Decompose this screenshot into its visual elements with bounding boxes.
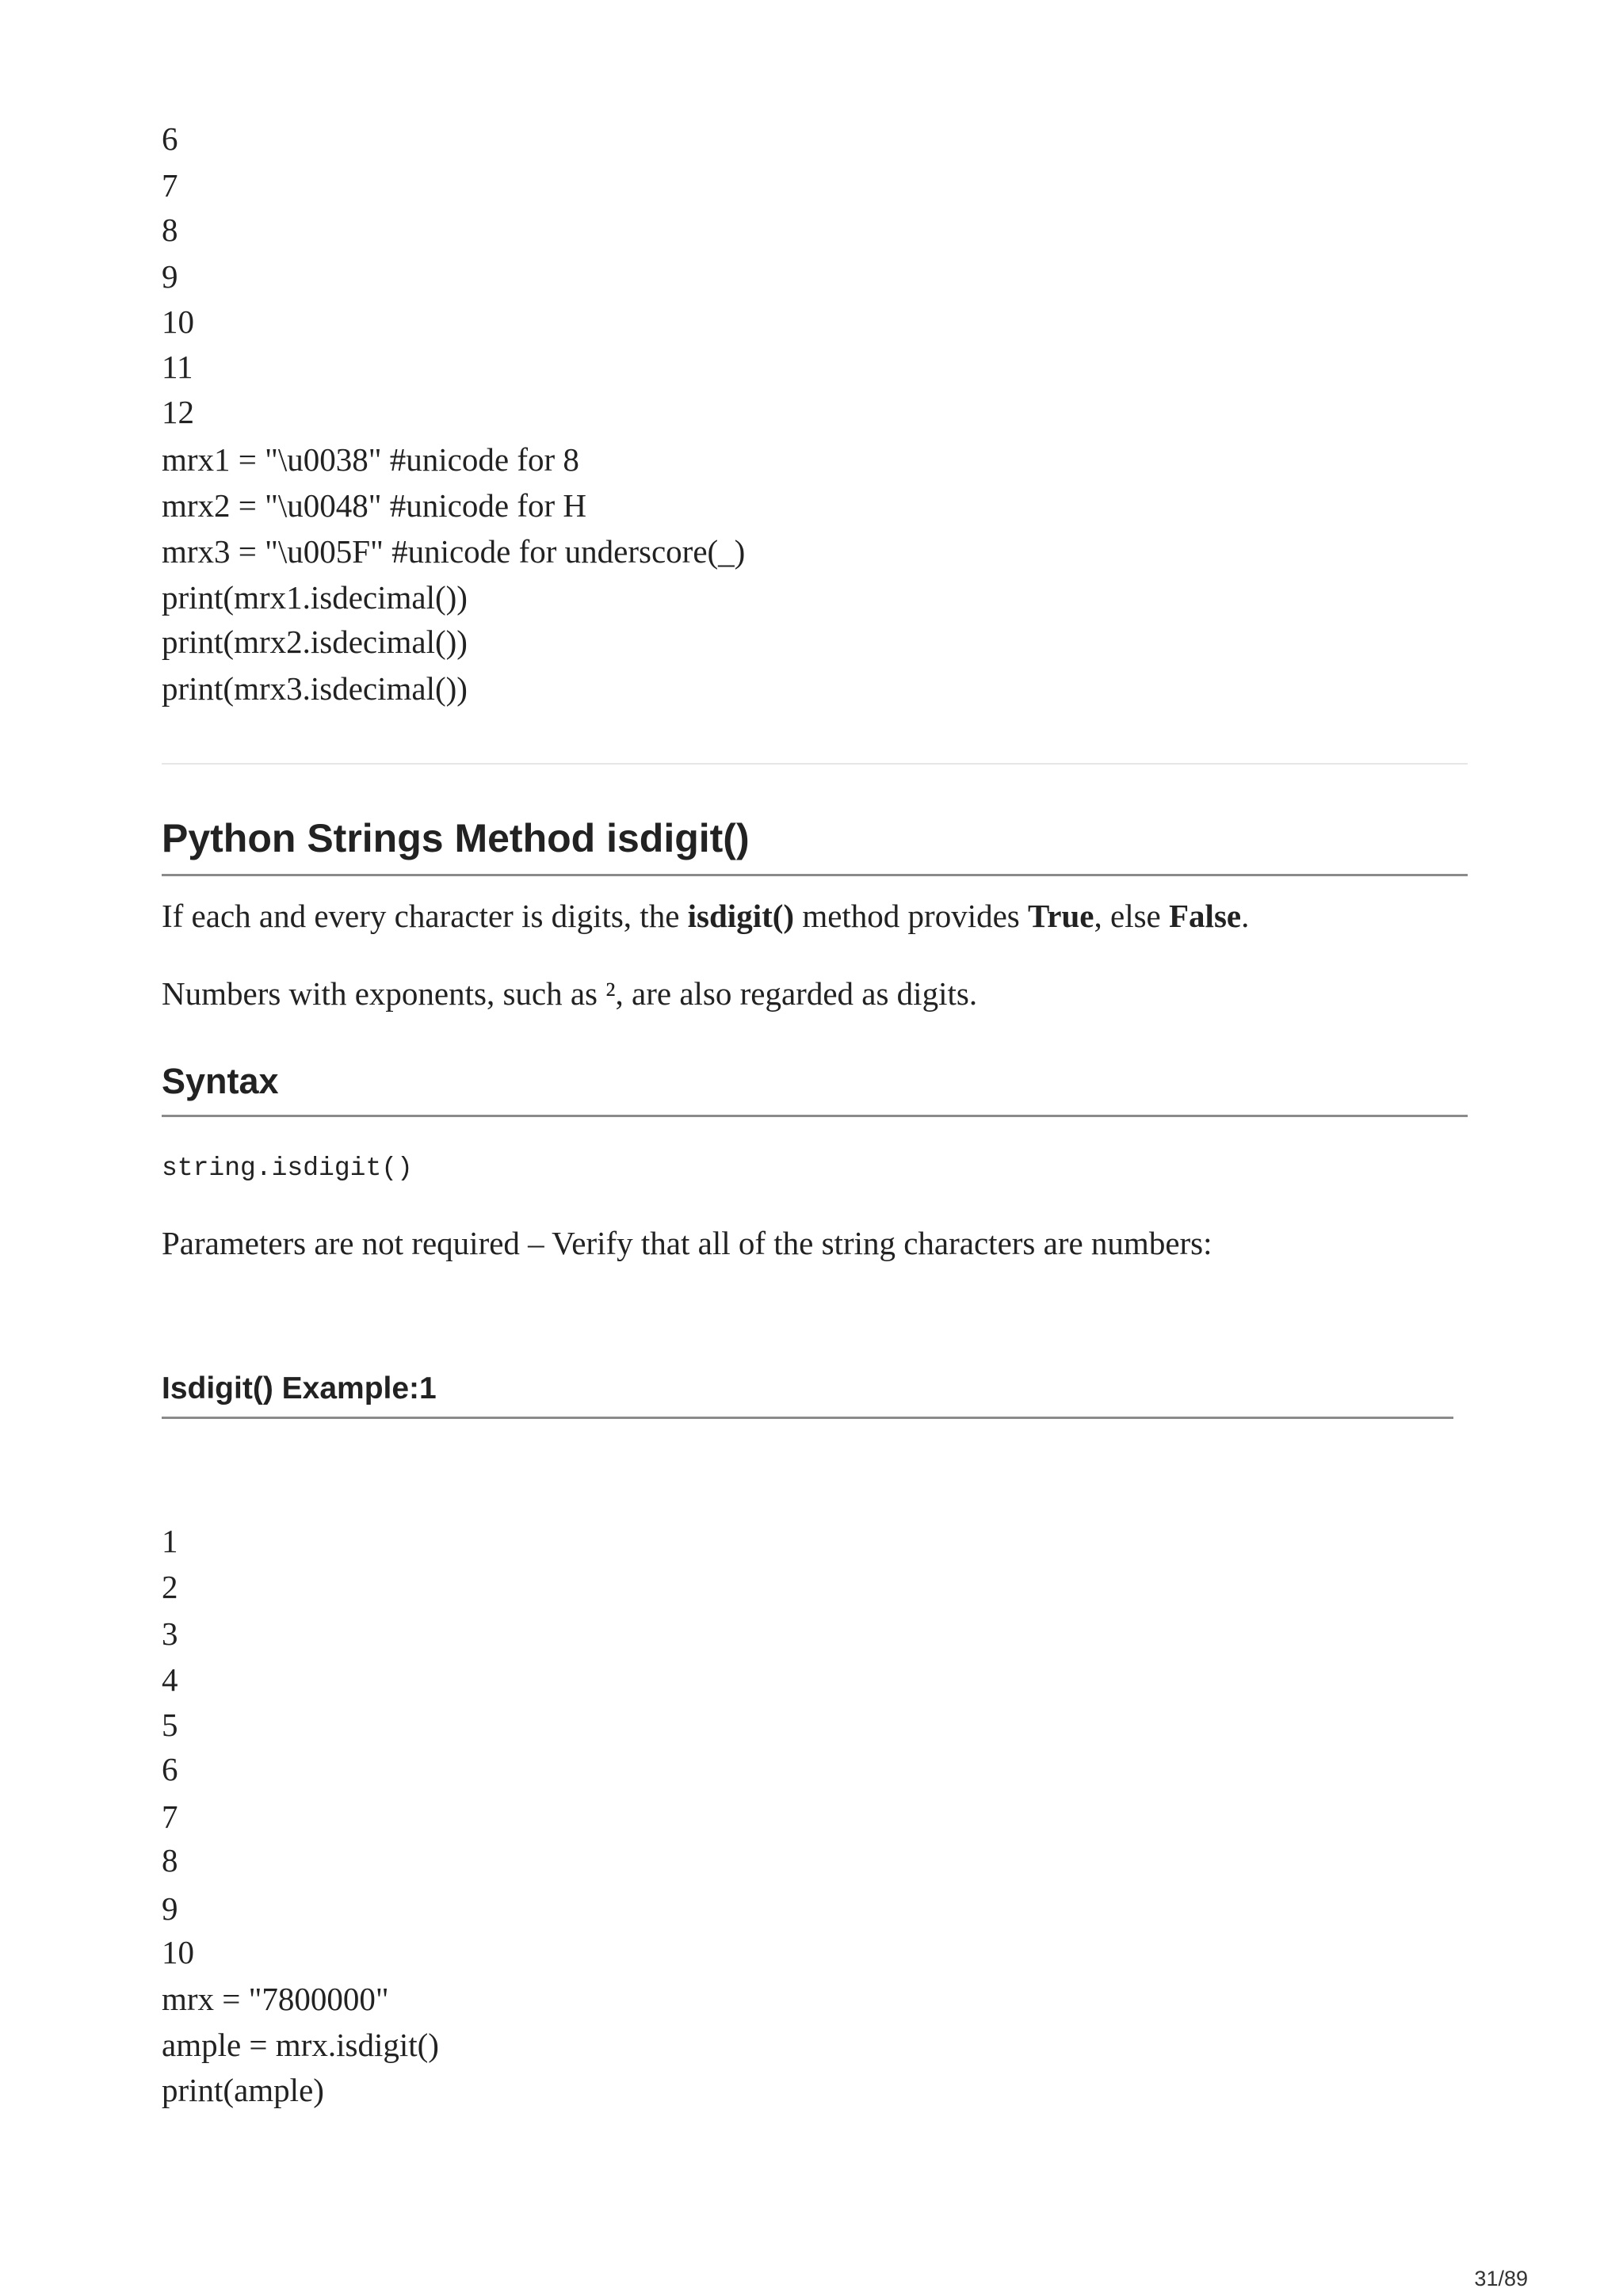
syntax-code: string.isdigit() (162, 1154, 413, 1183)
code-line: print(ample) (162, 2072, 324, 2108)
line-number: 12 (162, 394, 194, 430)
code-line: print(mrx1.isdecimal()) (162, 579, 468, 616)
section-divider (162, 763, 1468, 765)
code-line: mrx = "7800000" (162, 1981, 389, 2017)
line-number: 6 (162, 1751, 178, 1787)
code-line: print(mrx2.isdecimal()) (162, 624, 468, 660)
code-line: ample = mrx.isdigit() (162, 2027, 439, 2063)
line-number: 9 (162, 1890, 178, 1927)
line-number: 10 (162, 1934, 194, 1970)
line-number: 9 (162, 258, 178, 295)
syntax-heading: Syntax (162, 1061, 279, 1101)
example-heading: Isdigit() Example:1 (162, 1371, 437, 1405)
section-heading: Python Strings Method isdigit() (162, 816, 750, 860)
code-line: print(mrx3.isdecimal()) (162, 670, 468, 707)
page-number: 31/89 (1474, 2267, 1528, 2290)
line-number: 1 (162, 1523, 178, 1559)
intro-paragraph: If each and every character is digits, the isdigit() method provides True, else False. (162, 898, 1250, 934)
heading-underline (162, 1417, 1453, 1419)
heading-underline (162, 874, 1468, 876)
parameters-note: Parameters are not required – Verify that all of the string characters are numbers: (162, 1225, 1212, 1261)
code-line: mrx1 = "\u0038" #unicode for 8 (162, 441, 579, 478)
line-number: 3 (162, 1615, 178, 1652)
line-number: 10 (162, 303, 194, 340)
line-number: 8 (162, 1842, 178, 1878)
line-number: 2 (162, 1569, 178, 1605)
line-number: 6 (162, 120, 178, 157)
heading-underline (162, 1115, 1468, 1117)
code-line: mrx3 = "\u005F" #unicode for underscore(_) (162, 533, 746, 570)
line-number: 7 (162, 1798, 178, 1835)
exponent-note: Numbers with exponents, such as ², are also regarded as digits. (162, 975, 978, 1012)
line-number: 4 (162, 1661, 178, 1698)
line-number: 7 (162, 167, 178, 204)
line-number: 8 (162, 212, 178, 248)
code-line: mrx2 = "\u0048" #unicode for H (162, 487, 586, 524)
line-number: 5 (162, 1707, 178, 1743)
line-number: 11 (162, 349, 193, 385)
